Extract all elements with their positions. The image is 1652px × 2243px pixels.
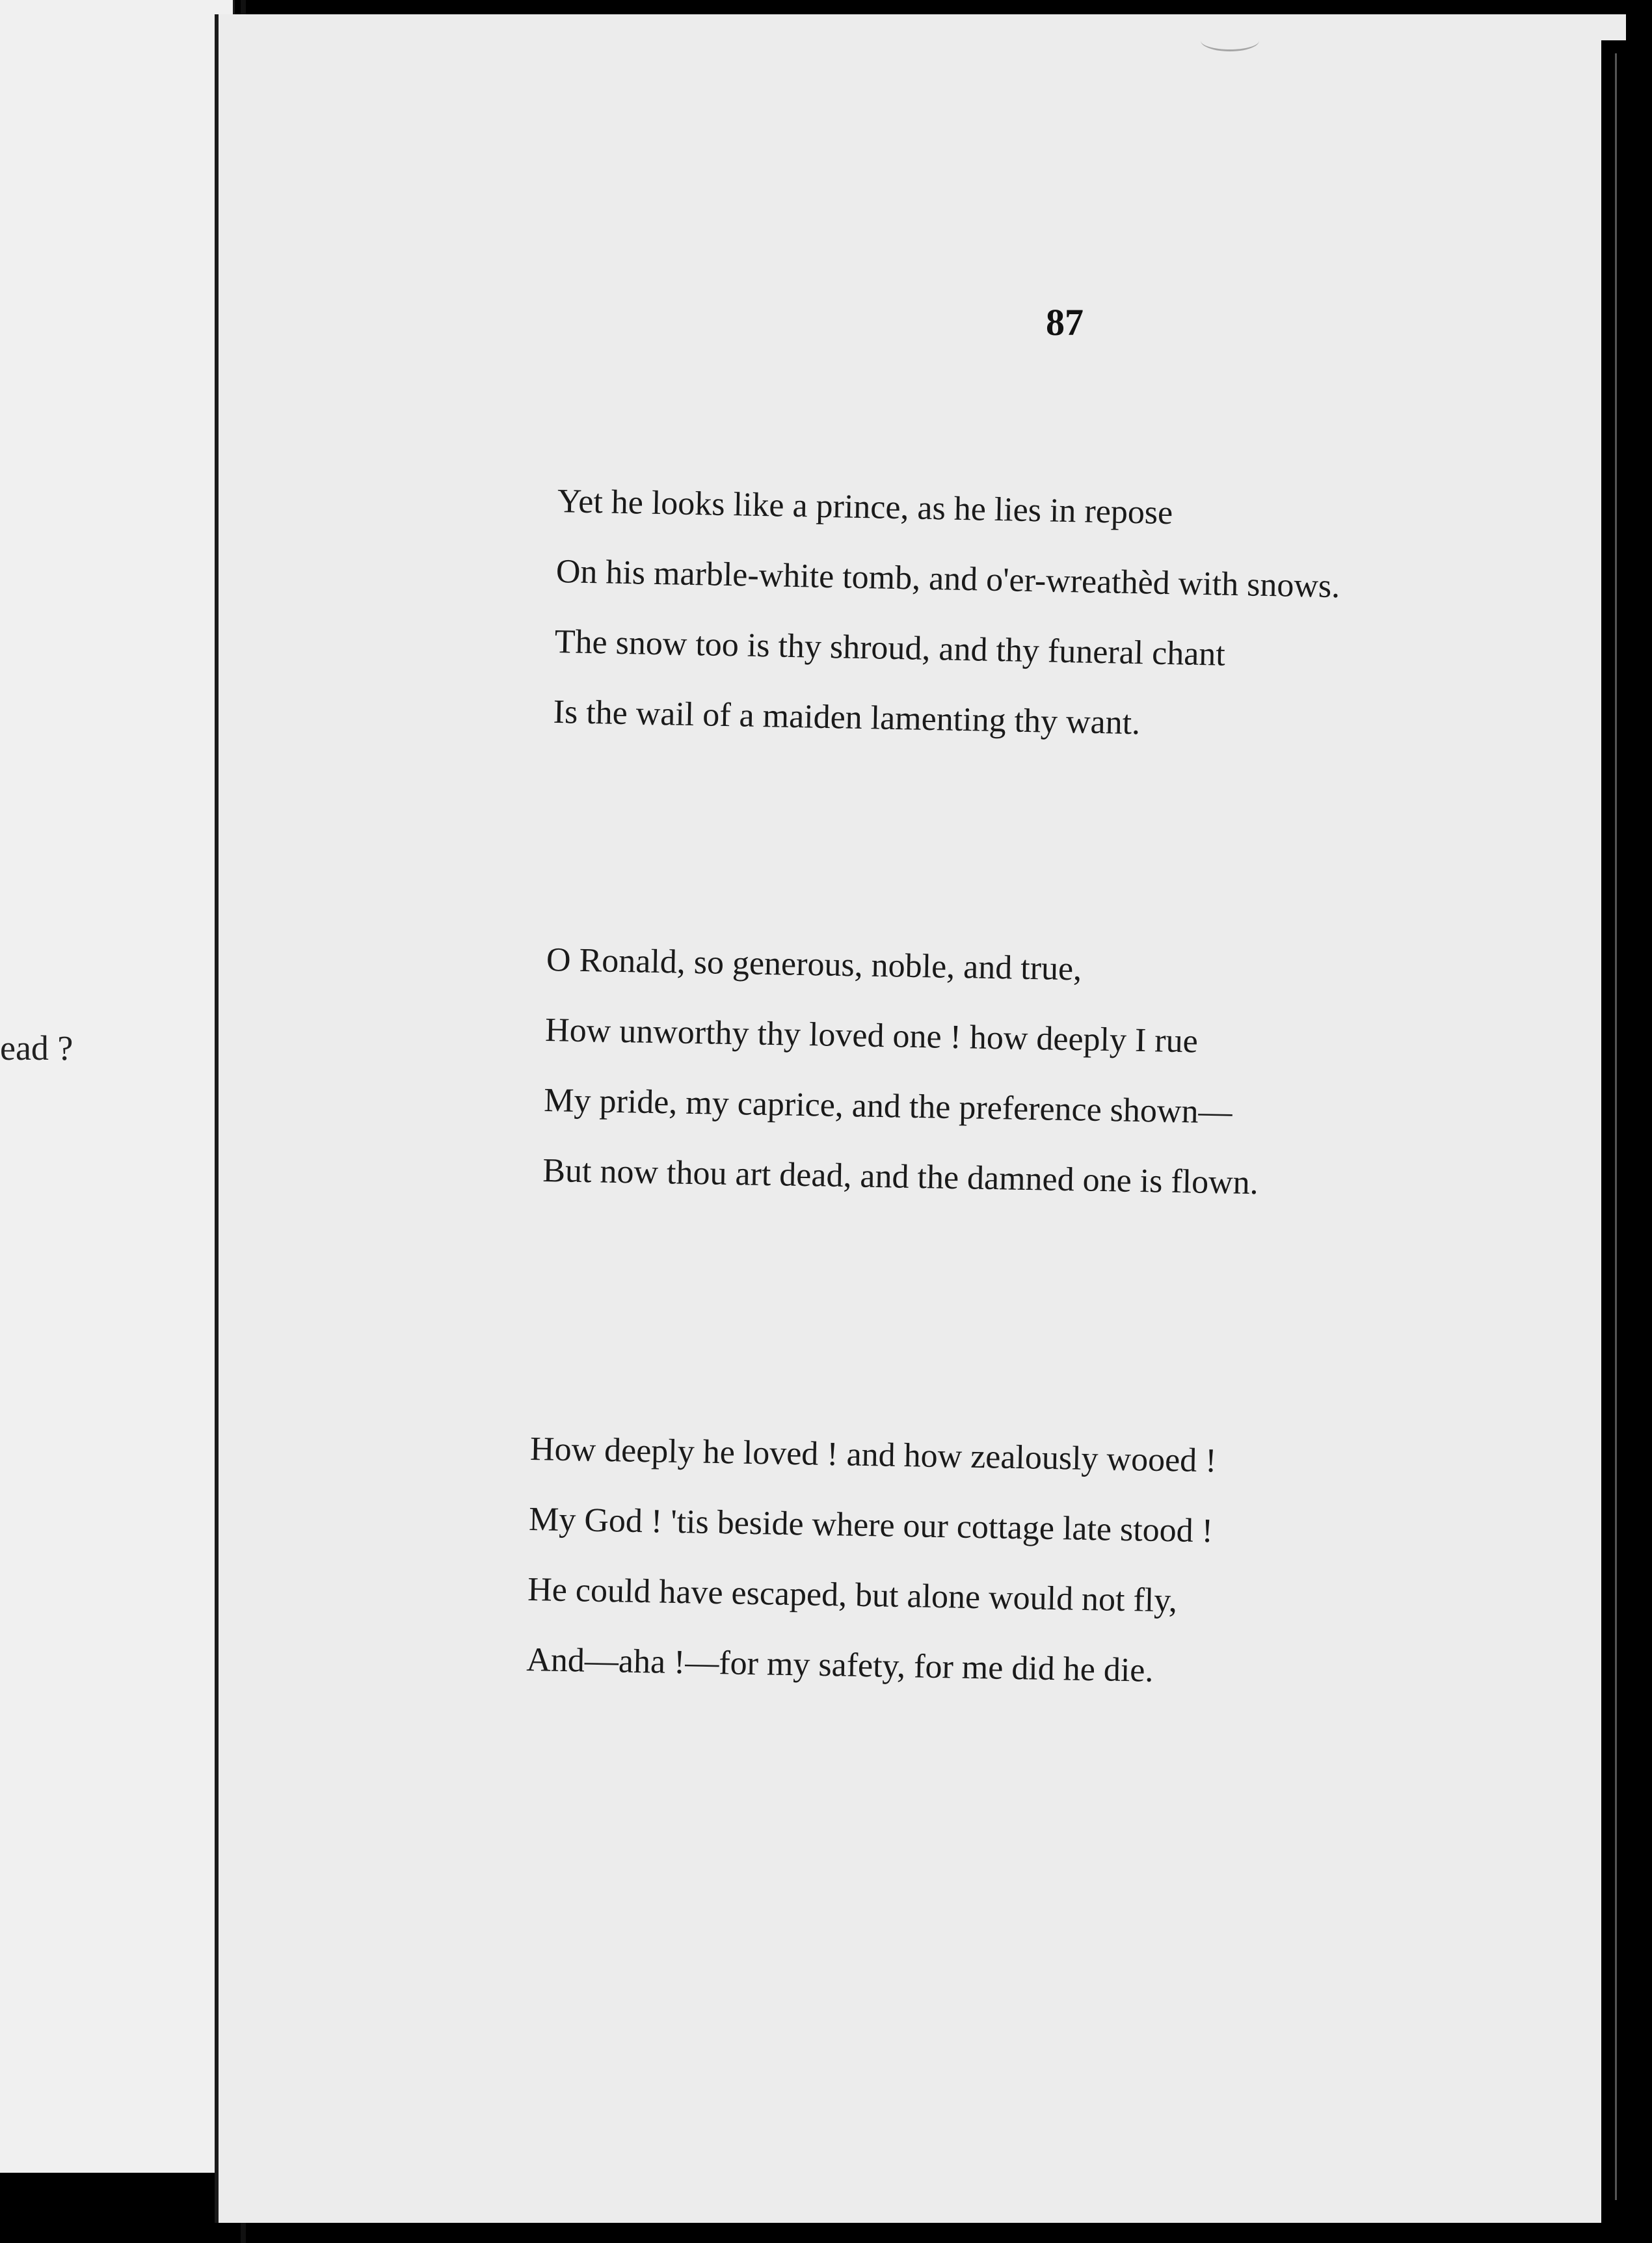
poem-line: My God ! 'tis beside where our cottage late stood !	[528, 1500, 1214, 1550]
page-edge-line	[1615, 53, 1617, 2200]
poem-line: How unworthy thy loved one ! how deeply I rue	[544, 1011, 1199, 1060]
stanza-3	[526, 1414, 1217, 1707]
poem-line: Yet he looks like a prince, as he lies in repose	[557, 482, 1173, 532]
poem-line: He could have escaped, but alone would not fly,	[527, 1570, 1178, 1620]
poem-line: The snow too is thy shroud, and thy funeral chant	[554, 623, 1226, 673]
stanza-1	[553, 466, 1342, 762]
poem-line: My pride, my caprice, and the preference shown—	[543, 1081, 1232, 1131]
page-edge-shadow	[1601, 40, 1626, 2226]
poem-line: But now thou art dead, and the damned one is flown.	[542, 1151, 1259, 1202]
stanza-2	[542, 925, 1262, 1218]
left-page-text-fragment: ead ?	[0, 1028, 73, 1068]
poem-line: On his marble-white tomb, and o'er-wreathèd with snows.	[555, 552, 1340, 606]
right-page	[215, 14, 1626, 2223]
poem-line: Is the wail of a maiden lamenting thy want.	[553, 693, 1141, 742]
left-page	[0, 0, 235, 2173]
scan-mark	[1201, 30, 1259, 51]
poem-line: How deeply he loved ! and how zealously wooed !	[529, 1430, 1217, 1480]
poem-line: O Ronald, so generous, noble, and true,	[546, 941, 1082, 988]
poem-line: And—aha !—for my safety, for me did he die.	[526, 1641, 1154, 1689]
page-number: 87	[1046, 301, 1084, 343]
